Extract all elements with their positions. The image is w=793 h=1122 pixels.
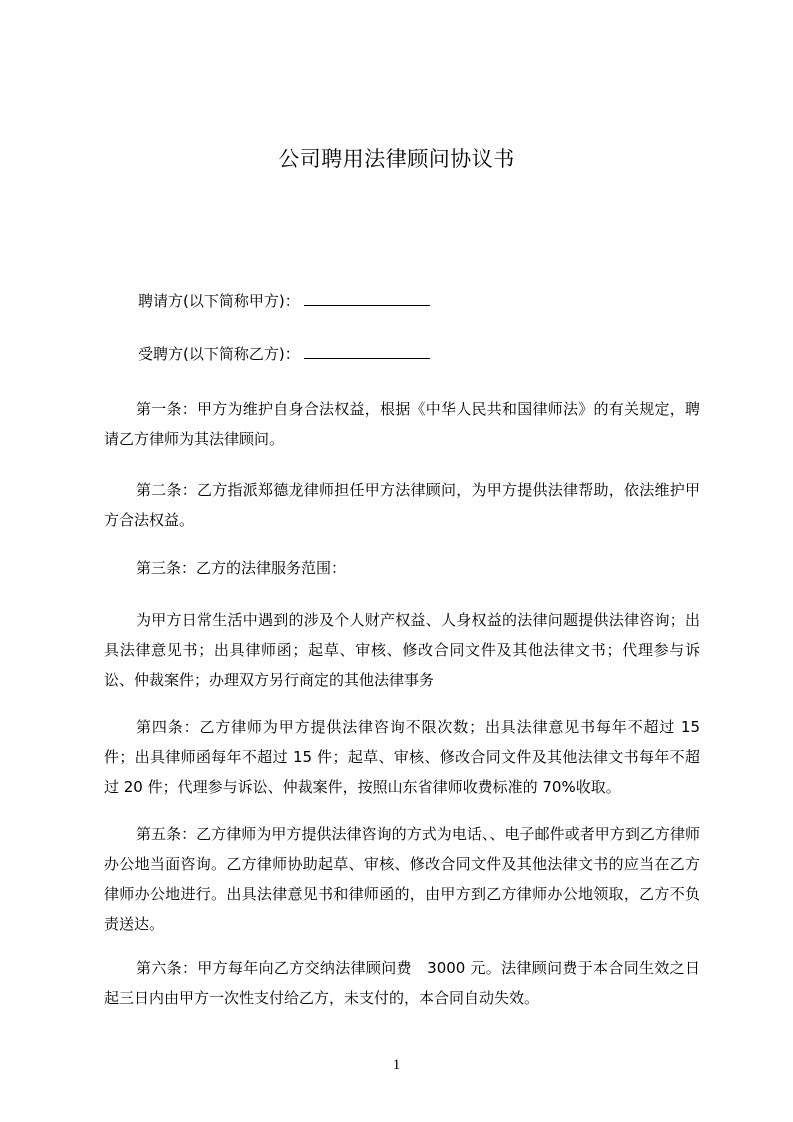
party-a-label: 聘请方(以下简称甲方)：	[138, 292, 300, 310]
article-5: 第五条：乙方律师为甲方提供法律咨询的方式为电话、、电子邮件或者甲方到乙方律师办公地当面咨询。乙方律师协助起草、审核、修改合同文件及其他法律文书的应当在乙方律师办公地进行。出具法律意见书和律师函的，由甲方到乙方律师办公地领取，乙方不负责送达。	[104, 825, 700, 933]
article-6: 第六条：甲方每年向乙方交纳法律顾问费 3000 元。法律顾问费于本合同生效之日起三日内由甲方一次性支付给乙方，未支付的，本合同自动失效。	[104, 959, 700, 1007]
page-number: 1	[392, 1057, 401, 1073]
article-1: 第一条：甲方为维护自身合法权益，根据《中华人民共和国律师法》的有关规定，聘请乙方律师为其法律顾问。	[104, 400, 700, 448]
party-b-blank	[304, 346, 430, 359]
document-title: 公司聘用法律顾问协议书	[278, 147, 515, 171]
article-3-scope: 为甲方日常生活中遇到的涉及个人财产权益、人身权益的法律问题提供法律咨询；出具法律意见书；出具律师函；起草、审核、修改合同文件及其他法律文书；代理参与诉讼、仲裁案件；办理双方另行商定的其他法律事务	[104, 611, 700, 689]
article-3: 第三条：乙方的法律服务范围：	[136, 559, 347, 577]
article-2: 第二条：乙方指派郑德龙律师担任甲方法律顾问，为甲方提供法律帮助，依法维护甲方合法权益。	[104, 481, 700, 529]
party-a-line	[138, 293, 738, 309]
article-4: 第四条：乙方律师为甲方提供法律咨询不限次数；出具法律意见书每年不超过 15 件；出具律师函每年不超过 15 件；起草、审核、修改合同文件及其他法律文书每年不超过 20 件；代理参与诉讼、仲裁案件，按照山东省律师收费标准的 70%收取。	[104, 718, 700, 796]
party-b-line	[138, 346, 738, 362]
party-a-blank	[304, 293, 430, 306]
party-b-label: 受聘方(以下简称乙方)：	[138, 345, 300, 363]
